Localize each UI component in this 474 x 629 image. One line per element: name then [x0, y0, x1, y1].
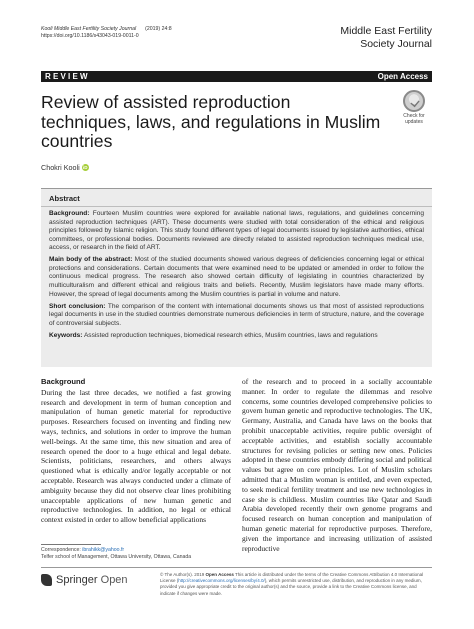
- header-doi-link[interactable]: https://doi.org/10.1186/s43043-019-0011-0: [41, 33, 139, 39]
- running-header: [41, 26, 172, 40]
- license-notice: © The Author(s). 2019 Open Access This article is distributed under the terms of the Creative Commons Attribution 4.0 International License (http://creativecommons.org/licenses/by/4.0/), which permits unrestricted use, distribution, and reproduction in any medium, provided you give appropriate credit to the original author(s) and the source, provide a link to the Creative Commons license, and indicate if changes were made.: [160, 572, 424, 596]
- springer-horse-icon: [41, 574, 52, 586]
- journal-name-line1: Middle East Fertility: [340, 25, 432, 37]
- license-link[interactable]: http://creativecommons.org/licenses/by/4.0/: [178, 578, 265, 584]
- header-year-volume: (2019) 24:8: [145, 26, 172, 32]
- correspondence-line: Correspondence: ibrahikk@yahoo.fr: [41, 546, 125, 553]
- article-type-banner: [41, 71, 432, 82]
- abstract-main-body: Main body of the abstract: Most of the studied documents showed various degrees of deficiencies concerning legal or ethical protections and considerations. Certain documents that were examined need to be updated or amended in order to follow the continuous medical progress. The research also showed certain difficulty of legislating in countries characterized by multiculturalism and different ethical and religious traits and beliefs. Recently, Muslim legislators have made many efforts. However, the spread of legal documents among the Muslim countries is partial in volume and nature.: [49, 256, 425, 298]
- footnote: [41, 544, 231, 561]
- open-access-label: Open Access: [377, 72, 428, 81]
- abstract-short-conclusion: Short conclusion: The comparison of the content with international documents shows us that most of assisted reproductions legal documents in use in the studied countries demonstrate numerous deficiencies in term of structure, nature, and the coverage of controversial subjects.: [49, 302, 424, 327]
- check-for-updates-label: Check for updates: [403, 113, 425, 125]
- journal-name-line2: Society Journal: [360, 37, 432, 50]
- article-title: Review of assisted reproduction techniques, laws, and regulations in Muslim countries: [41, 92, 381, 152]
- abstract-heading: Abstract: [41, 189, 432, 207]
- body-text-right: of the research and to proceed in a socially accountable manner. In order to regulate the dilemmas and resolve concerns, some countries developed comprehensive policies to govern human genetic and reproductive technologies. The UK, Germany, Australia, and Canada have laws on the books that prohibit unacceptable activities, require public oversight of acceptable activities, and establish socially accountable structures for revising policies or setting new ones. Policies adopted in these countries embody differing social and political values but agree on core principles. Lot of Muslim scholars admitted that a Muslim woman is entitled, and even expected, to seek medical fertility treatment and use new technologies in case she is childless. Muslim countries like Qatar and Saudi Arabia developed recently their own genome programs and focused research on human conception and manipulation of human genetic material for reproductive purposes. Therefore, given the importance and increasing utilization of assisted reproductive: [242, 377, 432, 553]
- abstract-background: Background: Fourteen Muslim countries were explored for available national laws, regulations, and guidelines concerning assisted reproduction techniques (ART). These documents were studied with total consideration of the ethical and religious principles followed by Islamic religion. This study found different types of legal documents issued by legislative authorities, ethical committees, or professional bodies. Documents reviewed are directly related to assisted reproduction techniques medical use, access, or research in the field of ART.: [49, 210, 424, 252]
- abstract-box: [41, 188, 432, 367]
- footnote-divider: [41, 544, 101, 545]
- orcid-icon[interactable]: iD: [83, 165, 88, 170]
- author-line: [41, 163, 89, 172]
- section-heading-background: Background: [41, 377, 86, 386]
- footer-divider: [41, 567, 432, 568]
- author-name[interactable]: Chokri Kooli: [41, 163, 80, 172]
- author-affiliation: Telfer school of Management, Ottawa University, Ottawa, Canada: [41, 553, 192, 560]
- body-column-right: [242, 377, 432, 553]
- abstract-keywords: Keywords: Assisted reproduction techniques, biomedical research ethics, Muslim countries, laws and regulations: [49, 331, 378, 339]
- correspondence-email-link[interactable]: ibrahikk@yahoo.fr: [82, 546, 125, 553]
- body-column-left: [41, 377, 231, 525]
- abstract-body: [41, 207, 432, 340]
- publisher-name: Springer Open: [56, 574, 128, 586]
- article-type-label: REVIEW: [45, 72, 90, 81]
- check-for-updates-icon: [403, 90, 425, 112]
- header-journal-citation: Kooli Middle East Fertility Society Journal: [41, 26, 137, 32]
- springer-open-logo: [41, 574, 128, 586]
- body-text-left: During the last three decades, we notified a fast growing research and development in term of human conception and manipulation of human genetic material for reproductive purposes. Researchers focused on inventing and finding new ways, technics, and solutions in order to improve the human well-beings. At the same time, this new situation and area of research opened the door to a huge ethical and legal debate. Scientists, politicians, researchers, and others always questioned what is ethically and/or legally acceptable or not acceptable. Research was always conducted under a climate of ambiguity because they did not observe clear lines prohibiting unacceptable applications of new human genetic and reproductive technologies. In addition, no legal or ethical context existed in order to allow beneficial applications: [41, 387, 231, 525]
- check-for-updates-badge[interactable]: [397, 90, 431, 125]
- journal-name: [340, 25, 432, 50]
